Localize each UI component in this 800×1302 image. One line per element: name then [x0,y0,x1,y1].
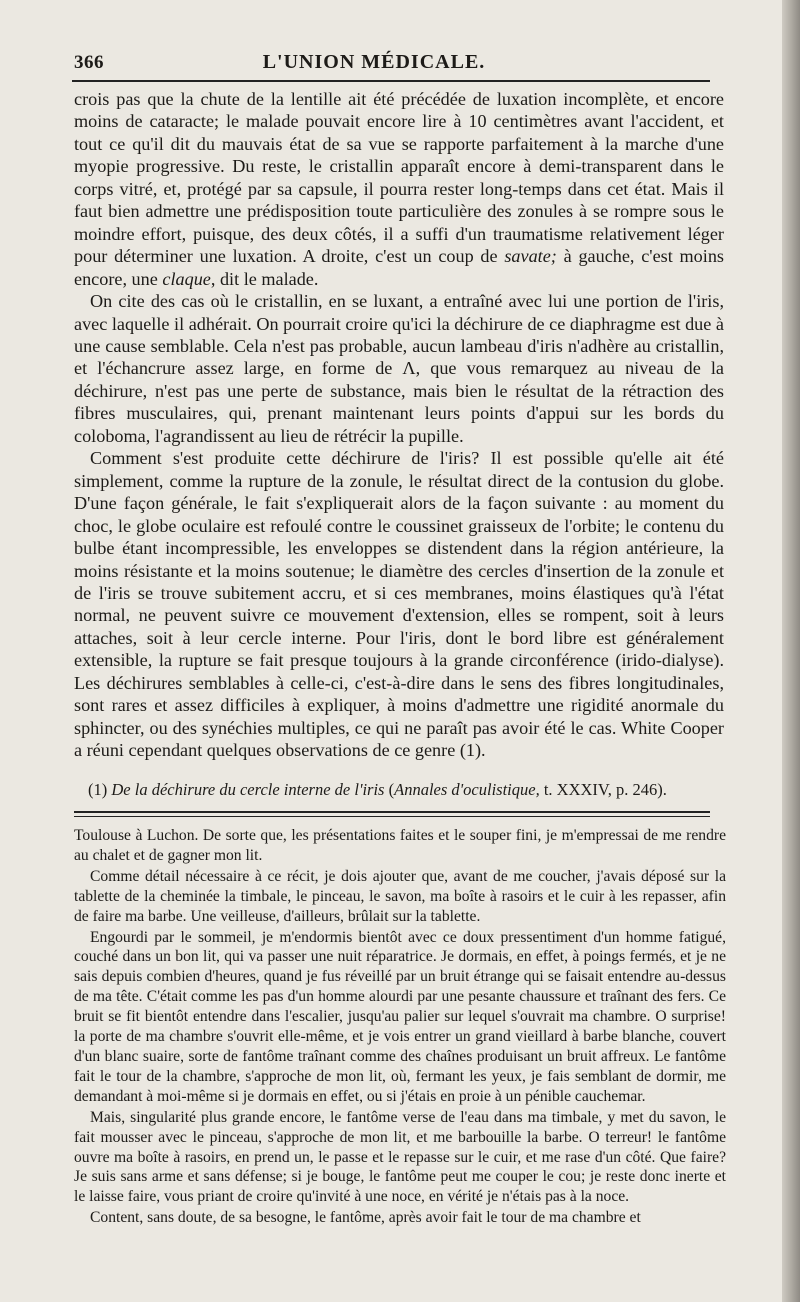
running-head [74,44,704,74]
paragraph-1-end: , dit le malade. [210,268,319,289]
footnote-title: De la déchirure du cercle interne de l'iris [111,780,385,799]
journal-title: L'UNION MÉDICALE. [262,51,486,73]
footnote-open: ( [384,780,395,799]
footnote-marker: (1) [88,780,112,799]
header-rule [72,80,710,82]
paragraph-2: On cite des cas où le cristallin, en se luxant, a entraîné avec lui une portion de l'iris, avec laquelle il adhérait. On pourrait croire qu'ici la déchirure de ce diaphragme est due à une cause semblable. Cela n'est pas probable, aucun lambeau d'iris n'adhère au cristallin, et l'échancrure assez large, en forme de Λ, que vous remarquez au niveau de la déchirure, n'est pas une perte de substance, mais bien le résultat de la rétraction des fibres musculaires, qui, prenant maintenant leurs points d'appui sur les bords du coloboma, l'agrandissent au lieu de rétrécir la pupille. [74,291,724,446]
italic-claque: claque [162,268,211,289]
feuilleton-paragraph-4: Mais, singularité plus grande encore, le fantôme verse de l'eau dans ma timbale, y met du savon, le fait mousser avec le pinceau, s'approche de mon lit, et me barbouille la barbe. O terreur! le fantôme ouvre ma boîte à rasoirs, en prend un, le passe et le repasse sur le cuir, et me rase d'un côté. Que faire? Je suis sans arme et sans défense; si je bouge, le fantôme peut me couper le cou; je reste donc inerte et le laisse faire, vous priant de croire qu'invité à une noce, en vérité je n'étais pas à la noce. [74,1108,726,1206]
footnote-journal: Annales d'oculistique, [394,780,540,799]
feuilleton-paragraph-2: Comme détail nécessaire à ce récit, je dois ajouter que, avant de me coucher, j'avais déposé sur la tablette de la cheminée la timbale, le pinceau, le savon, ma boîte à rasoirs et le cuir à les repasser, afin de faire ma barbe. Une veilleuse, d'ailleurs, brûlait sur la tablette. [74,867,726,925]
paragraph-3: Comment s'est produite cette déchirure de l'iris? Il est possible qu'elle ait été simplement, comme la rupture de la zonule, le résultat direct de la contusion du globe. D'une façon générale, le fait s'expliquerait alors de la façon suivante : au moment du choc, le globe oculaire est refoulé contre le coussinet graisseux de l'orbite; le contenu du bulbe étant incompressible, les enveloppes se distendent dans la région antérieure, la moins résistante et la moins soutenue; le diamètre des cercles d'insertion de la zonule et de l'iris se trouve subitement accru, et si ces membranes, moins élastiques qu'à l'état normal, ne peuvent suivre ce mouvement d'extension, elles se rompent, soit à leurs attaches, soit à leur cercle interne. Pour l'iris, dont le bord libre est généralement extensible, la rupture se fait presque toujours à la grande circonférence (irido-dialyse). Les déchirures semblables à celle-ci, c'est-à-dire dans le sens des fibres longitudinales, sont rares et assez difficiles à expliquer, à moins d'admettre une rigidité anormale du sphincter, ou des synéchies multiples, ce qui ne paraît pas avoir été le cas. White Cooper a réuni cependant quelques observations de ce genre (1). [74,448,724,761]
feuilleton-paragraph-3: Engourdi par le sommeil, je m'endormis bientôt avec ce doux pressentiment d'un homme fatigué, couché dans un bon lit, qui va passer une nuit réparatrice. Je dormais, en effet, à poings fermés, et je ne sais depuis combien d'heures, quand je fus réveillé par un bruit étrange qui se faisait entendre au-dessus de ma tête. C'était comme les pas d'un homme alourdi par une pesante chaussure et traînant des fers. Ce bruit se fit bientôt entendre dans l'escalier, jusqu'au palier sur lequel s'ouvrait ma chambre. O surprise! la porte de ma chambre s'ouvrit elle-même, et je vois entrer un grand vieillard à barbe blanche, couvert d'un blanc suaire, sorte de fantôme traînant comme des chaînes produisant un bruit affreux. Le fantôme fait le tour de la chambre, s'approche de mon lit, où, fermant les yeux, je fais semblant de dormir, me demandant à moi-même si je dormais en effet, ou si j'étais en proie à un pénible cauchemar. [74,928,726,1105]
footnote [88,779,728,800]
footnote-reference: t. XXXIV, p. 246). [539,780,667,799]
italic-savate: savate; [504,246,557,267]
article-body [74,88,724,762]
paragraph-1 [74,88,724,290]
page-edge [782,0,800,1302]
feuilleton-paragraph-1: Toulouse à Luchon. De sorte que, les présentations faites et le souper fini, je m'empressai de me rendre au chalet et de gagner mon lit. [74,827,726,864]
paragraph-1-mid: à gauche, c'est moins encore, une [74,246,724,289]
page-number: 366 [74,52,104,73]
feuilleton-paragraph-5: Content, sans doute, de sa besogne, le fantôme, après avoir fait le tour de ma chambre et [90,1209,641,1227]
feuilleton-rule-top [74,811,710,813]
feuilleton-body [74,826,726,1229]
feuilleton-rule-bottom [74,816,710,817]
paragraph-1-text: crois pas que la chute de la lentille ait été précédée de luxation incomplète, et encore moins de cataracte; le malade pouvait encore lire à 10 centimètres avant l'accident, et tout ce qu'il dit du mauvais état de sa vue se rapporte parfaitement à la marche d'une myopie progressive. Du reste, le cristallin apparaît encore à demi-transparent dans le corps vitré, et, protégé par sa capsule, il pourra rester long-temps dans cet état. Mais il faut bien admettre une prédisposition toute particulière des zonules à se rompre sous le moindre effort, puisque, des deux côtés, il a suffi d'un traumatisme relativement léger pour déterminer une luxation. A droite, c'est un coup de [74,89,724,267]
